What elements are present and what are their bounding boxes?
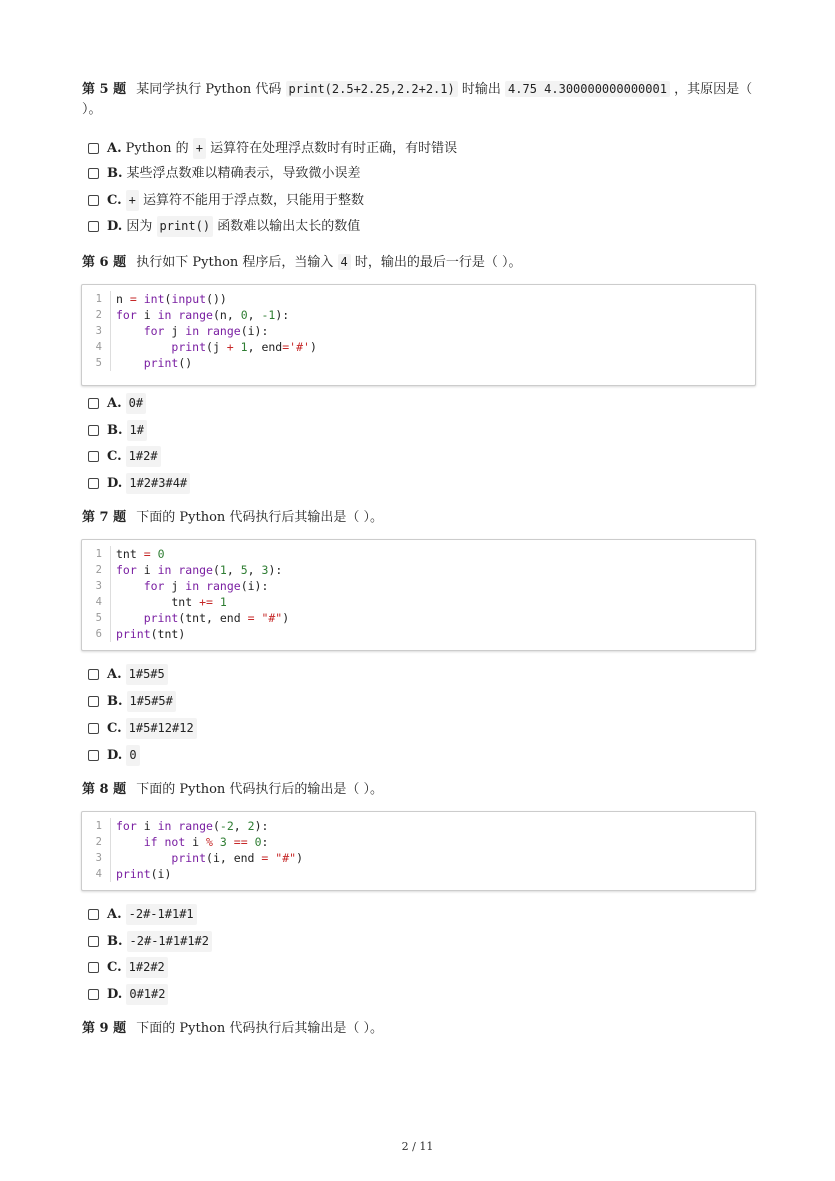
checkbox[interactable] bbox=[88, 962, 99, 973]
question-5-stem: 第 5 题 某同学执行 Python 代码 print(2.5+2.25,2.2+2.1) 时输出 4.75 4.300000000000001 ，其原因是（ bbox=[82, 82, 753, 97]
option-d[interactable]: D. 1#2#3#4# bbox=[88, 473, 190, 494]
checkbox[interactable] bbox=[88, 989, 99, 1000]
option-b[interactable]: B. -2#-1#1#1#2 bbox=[88, 931, 212, 952]
checkbox[interactable] bbox=[88, 696, 99, 707]
checkbox[interactable] bbox=[88, 669, 99, 680]
question-8-stem: 第 8 题 下面的 Python 代码执行后的输出是（ ）。 bbox=[82, 782, 384, 797]
option-a[interactable]: A. -2#-1#1#1 bbox=[88, 904, 197, 925]
code-block-q7: 1 tnt = 0 2 for i in range(1, 5, 3): 3 for j in range(i): 4 tnt += 1 5 print(tnt, end = "#") 6 print(tnt) bbox=[81, 539, 756, 651]
checkbox[interactable] bbox=[88, 168, 99, 179]
question-number: 第 7 题 bbox=[82, 510, 127, 525]
checkbox[interactable] bbox=[88, 195, 99, 206]
checkbox[interactable] bbox=[88, 398, 99, 409]
option-d[interactable]: D. 0 bbox=[88, 745, 140, 766]
code-block-q8: 1 for i in range(-2, 2): 2 if not i % 3 == 0: 3 print(i, end = "#") 4 print(i) bbox=[81, 811, 756, 891]
question-6-stem: 第 6 题 执行如下 Python 程序后，当输入 4 时，输出的最后一行是（ ）。 bbox=[82, 255, 522, 270]
option-c[interactable]: C. 1#2#2 bbox=[88, 957, 168, 978]
option-c[interactable]: C. 1#2# bbox=[88, 446, 161, 467]
checkbox[interactable] bbox=[88, 936, 99, 947]
checkbox[interactable] bbox=[88, 750, 99, 761]
checkbox[interactable] bbox=[88, 425, 99, 436]
option-c[interactable]: C. 1#5#12#12 bbox=[88, 718, 197, 739]
question-5-stem-cont: ）。 bbox=[82, 102, 102, 117]
option-a[interactable]: A. Python 的 + 运算符在处理浮点数时有时正确，有时错误 bbox=[88, 138, 457, 159]
question-9-stem: 第 9 题 下面的 Python 代码执行后其输出是（ ）。 bbox=[82, 1021, 384, 1036]
question-number: 第 6 题 bbox=[82, 255, 127, 270]
option-b[interactable]: B. 1#5#5# bbox=[88, 691, 176, 712]
option-d[interactable]: D. 因为 print() 函数难以输出太长的数值 bbox=[88, 216, 360, 237]
option-c[interactable]: C. + 运算符不能用于浮点数，只能用于整数 bbox=[88, 190, 364, 211]
option-b[interactable]: B. 1# bbox=[88, 420, 147, 441]
question-7-stem: 第 7 题 下面的 Python 代码执行后其输出是（ ）。 bbox=[82, 510, 384, 525]
option-a[interactable]: A. 1#5#5 bbox=[88, 664, 168, 685]
checkbox[interactable] bbox=[88, 143, 99, 154]
option-a[interactable]: A. 0# bbox=[88, 393, 146, 414]
checkbox[interactable] bbox=[88, 478, 99, 489]
question-number: 第 8 题 bbox=[82, 782, 127, 797]
checkbox[interactable] bbox=[88, 723, 99, 734]
checkbox[interactable] bbox=[88, 221, 99, 232]
question-number: 第 9 题 bbox=[82, 1021, 127, 1036]
question-number: 第 5 题 bbox=[82, 82, 127, 97]
code-block-q6: 1 n = int(input()) 2 for i in range(n, 0, -1): 3 for j in range(i): 4 print(j + 1, end='#') 5 print() bbox=[81, 284, 756, 386]
option-b[interactable]: B. 某些浮点数难以精确表示，导致微小误差 bbox=[88, 164, 361, 183]
option-d[interactable]: D. 0#1#2 bbox=[88, 984, 168, 1005]
page-number: 2 / 11 bbox=[401, 1140, 434, 1153]
checkbox[interactable] bbox=[88, 451, 99, 462]
checkbox[interactable] bbox=[88, 909, 99, 920]
